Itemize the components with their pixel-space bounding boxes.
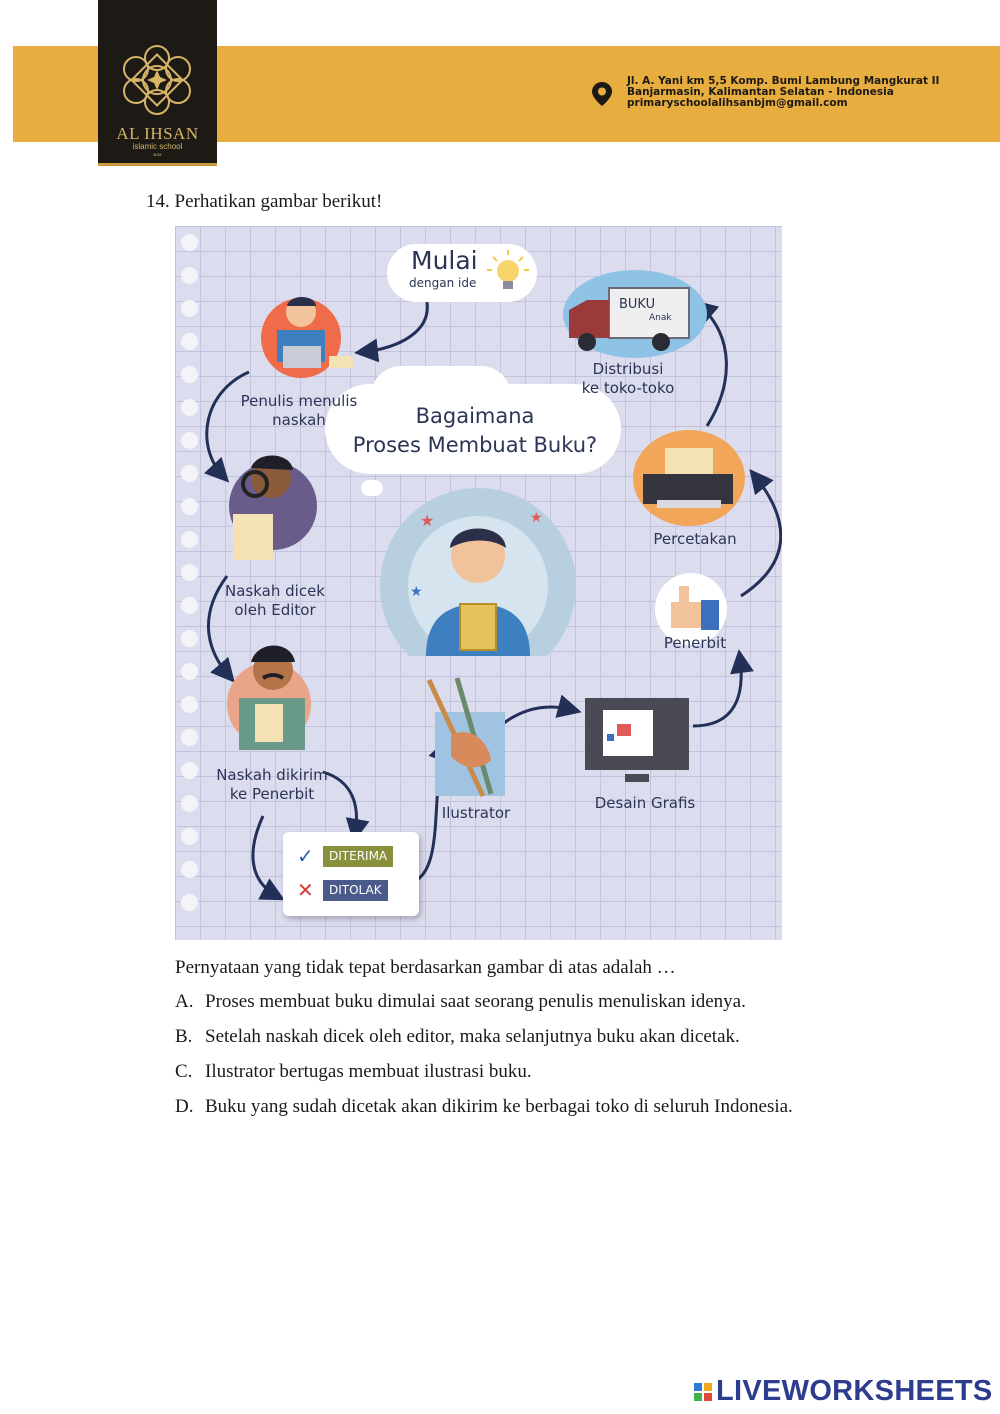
review-status-card [283, 832, 419, 916]
step-label: ke Penerbit [229, 785, 315, 803]
step-label: Percetakan [653, 530, 737, 548]
lightbulb-icon [487, 250, 529, 296]
book-process-infographic [175, 226, 782, 940]
editor-illustration [221, 444, 321, 564]
check-icon: ✓ [297, 844, 314, 868]
step-label: ke toko-toko [581, 379, 675, 397]
infographic-title-line2: Proses Membuat Buku? [352, 433, 598, 457]
question-stem: Pernyataan yang tidak tepat berdasarkan gambar di atas adalah … [175, 957, 676, 978]
step-editor [215, 582, 335, 620]
start-label: Mulai [411, 246, 478, 275]
step-label: Ilustrator [441, 804, 511, 822]
school-logo [98, 0, 217, 166]
option-letter: A. [175, 991, 194, 1012]
grid-cell [694, 1393, 702, 1401]
svg-text:★: ★ [410, 584, 423, 600]
option-letter: C. [175, 1061, 193, 1082]
option-d[interactable] [175, 1096, 793, 1131]
school-email: primaryschoolalihsanbjm@gmail.com [627, 97, 848, 109]
writer-illustration [259, 294, 355, 382]
step-kirim [209, 766, 335, 804]
status-rejected: DITOLAK [323, 880, 388, 901]
option-text: Setelah naskah dicek oleh editor, maka selanjutnya buku akan dicetak. [205, 1026, 740, 1047]
school-subtitle: islamic school [132, 142, 183, 151]
truck-sublabel: Anak [649, 313, 672, 323]
step-label: Desain Grafis [594, 794, 696, 812]
school-name: AL IHSAN [116, 124, 199, 143]
svg-text:★: ★ [420, 511, 435, 530]
step-label: Penulis menulis [240, 392, 358, 410]
step-label: Distribusi [592, 360, 664, 378]
publisher-staff-illustration [223, 634, 319, 758]
svg-text:★: ★ [530, 510, 543, 526]
option-c[interactable] [175, 1061, 793, 1096]
start-sublabel: dengan ide [409, 276, 477, 290]
step-label: oleh Editor [234, 601, 316, 619]
option-text: Buku yang sudah dicetak akan dikirim ke berbagai toko di seluruh Indonesia. [205, 1096, 793, 1117]
step-distribusi [565, 360, 691, 398]
option-letter: B. [175, 1026, 193, 1047]
grid-cell [704, 1393, 712, 1401]
cross-icon: ✕ [297, 878, 314, 902]
school-city-tag: BJM [153, 152, 162, 157]
illustrator-brush-illustration [421, 676, 511, 802]
grid-cell [694, 1383, 702, 1391]
ornament-icon [106, 38, 209, 128]
school-address [627, 76, 939, 109]
answer-options [175, 991, 793, 1131]
monitor-illustration [581, 694, 693, 786]
step-label: naskah [272, 411, 326, 429]
step-percetakan [635, 530, 755, 549]
delivery-truck-illustration [557, 270, 707, 362]
option-b[interactable] [175, 1026, 793, 1061]
printer-illustration [627, 426, 745, 530]
step-label: Naskah dicek [225, 582, 325, 600]
infographic-title-line1: Bagaimana [415, 404, 535, 428]
step-penulis [229, 392, 369, 430]
location-pin-icon [592, 82, 612, 106]
liveworksheets-logo[interactable] [694, 1375, 993, 1408]
status-accepted: DITERIMA [323, 846, 393, 867]
option-text: Ilustrator bertugas membuat ilustrasi buku. [205, 1061, 532, 1082]
liveworksheets-brand: LIVEWORKSHEETS [716, 1375, 993, 1407]
option-letter: D. [175, 1096, 194, 1117]
grid-cell [704, 1383, 712, 1391]
option-text: Proses membuat buku dimulai saat seorang penulis menuliskan idenya. [205, 991, 746, 1012]
address-line: Jl. A. Yani km 5,5 Komp. Bumi Lambung Mangkurat II [627, 75, 940, 87]
step-label: Naskah dikirim [216, 766, 328, 784]
boy-reading-illustration [380, 486, 576, 656]
step-desain [575, 794, 715, 813]
step-ilustrator [421, 804, 531, 823]
step-penerbit [645, 634, 745, 653]
liveworksheets-grid-icon [694, 1383, 712, 1401]
infographic-title [325, 402, 625, 460]
truck-label: BUKU [619, 297, 656, 312]
question-title: 14. Perhatikan gambar berikut! [146, 191, 383, 212]
option-a[interactable] [175, 991, 793, 1026]
address-line: Banjarmasin, Kalimantan Selatan - Indonesia [627, 86, 894, 98]
step-label: Penerbit [663, 634, 727, 652]
